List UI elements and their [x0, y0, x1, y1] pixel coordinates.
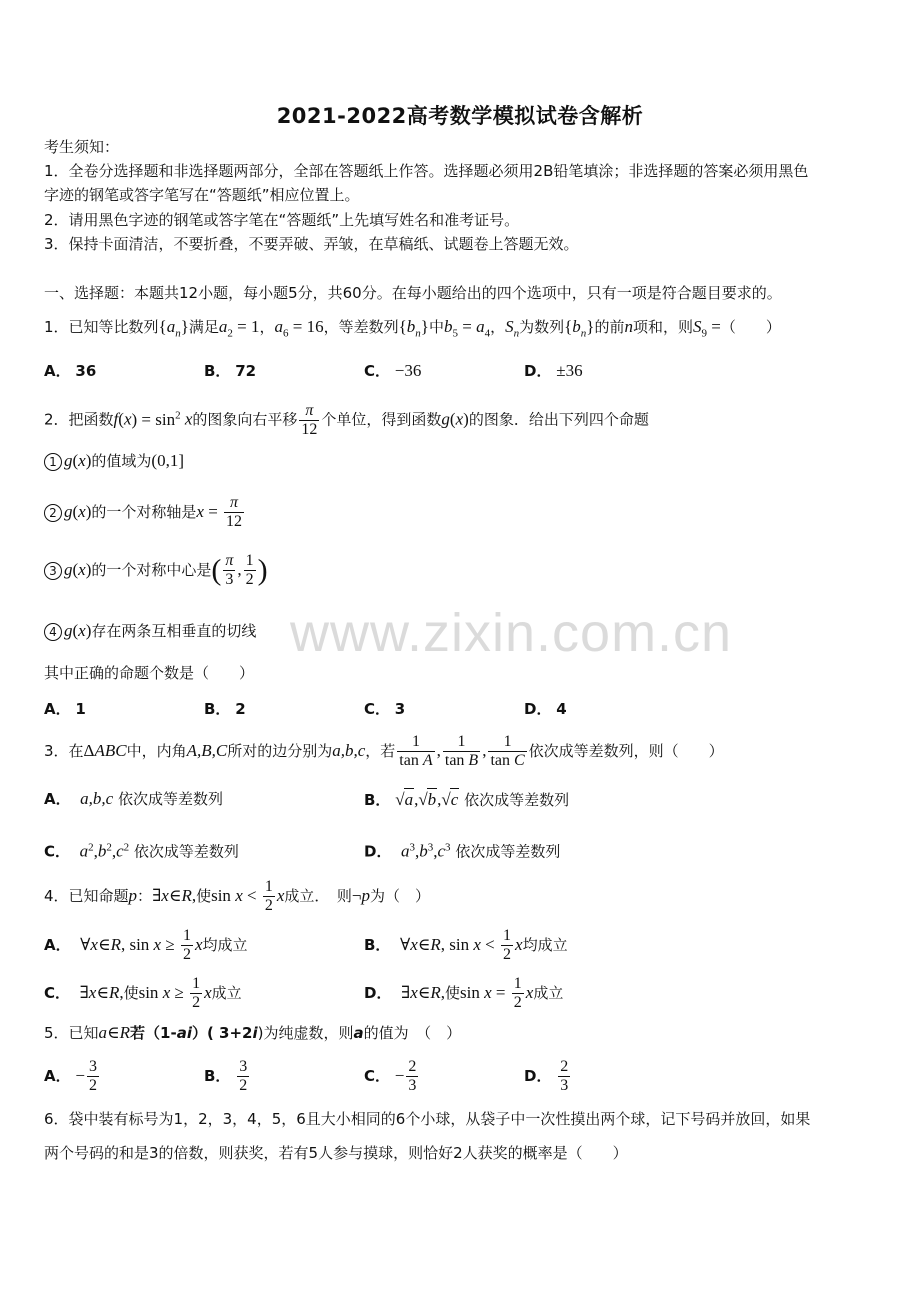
notice-item: 字迹的钢笔或答字笔写在“答题纸”相应位置上。	[44, 186, 360, 204]
watermark-text: www.zixin.com.cn	[290, 603, 733, 663]
option-d[interactable]: D． ∃x∈R,使sin x = $\frac{1}{2}$ x成立	[364, 975, 564, 1011]
option-b[interactable]: B． 2	[204, 700, 246, 718]
circled-two-icon: 2	[44, 504, 62, 522]
option-a[interactable]: A． − $\frac{3}{2}$	[44, 1058, 97, 1094]
option-c[interactable]: C． $a^2,b^2,c^2$ 依次成等差数列	[44, 841, 239, 861]
option-d[interactable]: D． $\frac{2}{3}$	[524, 1058, 569, 1094]
question-4: 4．已知命题p：∃x∈R,使sin x < $\frac{1}{2}$ x成立． 则¬p为（ ）	[44, 878, 430, 914]
section-heading: 一、选择题：本题共12小题，每小题5分，共60分。在每小题给出的四个选项中，只有一项是符合题目要求的。	[44, 284, 782, 302]
notice-item: 1．全卷分选择题和非选择题两部分，全部在答题纸上作答。选择题必须用2B铅笔填涂；非选择题的答案必须用黑色	[44, 162, 809, 180]
question-2-ask: 其中正确的命题个数是（ ）	[44, 664, 255, 682]
option-d[interactable]: D． ±36	[524, 361, 583, 380]
statement-4: 4 g(x)存在两条互相垂直的切线	[44, 620, 876, 642]
option-b[interactable]: B． $\frac{3}{2}$	[204, 1058, 248, 1094]
option-c[interactable]: C． − $\frac{2}{3}$	[364, 1058, 417, 1094]
option-a[interactable]: A． 1	[44, 700, 86, 718]
statement-1: 1 g(x)的值域为(0,1]	[44, 450, 876, 472]
option-a[interactable]: A． a,b,c 依次成等差数列	[44, 789, 223, 808]
question-6-cont: 两个号码的和是3的倍数，则获奖，若有5人参与摸球，则恰好2人获奖的概率是（ ）	[44, 1144, 628, 1162]
statement-3: 3 g(x)的一个对称中心是( $\frac{\pi}{3}$ , $\frac{1}{2}$ )	[44, 552, 876, 589]
question-3: 3．在ΔABC中，内角A,B,C所对的边分别为a,b,c，若 $\frac{1}{\text{tan A}}$ , $\frac{1}{\text{tan B}}$ , $\frac{1}{\text{tan C}}$ 依次成等差数列，则（ ）	[44, 733, 724, 769]
question-1: 1．已知等比数列$\{a_n\}$满足$a_2 = 1$，$a_6 = 16$，等差数列$\{b_n\}$中$b_5 = a_4$，$S_n$为数列$\{b_n\}$的前n项和，则$S_9$ =（ ）	[44, 317, 781, 340]
question-2: 2．把函数$f(x) = \sin^2 x$的图象向右平移 $\frac{\pi}{12}$ 个单位，得到函数g(x)的图象．给出下列四个命题	[44, 401, 649, 438]
option-d[interactable]: D． $a^3,b^3,c^3$ 依次成等差数列	[364, 841, 561, 861]
circled-one-icon: 1	[44, 453, 62, 471]
notice-heading: 考生须知：	[44, 138, 120, 156]
circled-three-icon: 3	[44, 562, 62, 580]
question-5: 5．已知a∈R若（1-ai）( 3+2i)为纯虚数，则a的值为 （ ）	[44, 1023, 462, 1042]
option-b[interactable]: B． 72	[204, 362, 257, 380]
notice-item: 2．请用黑色字迹的钢笔或答字笔在“答题纸”上先填写姓名和准考证号。	[44, 211, 520, 229]
statement-2: 2 g(x)的一个对称轴是x = $\frac{\pi}{12}$	[44, 494, 876, 531]
option-c[interactable]: C． ∃x∈R,使sin x ≥ $\frac{1}{2}$ x成立	[44, 975, 242, 1011]
page-title: 2021-2022高考数学模拟试卷含解析	[276, 104, 644, 128]
option-d[interactable]: D． 4	[524, 700, 567, 718]
circled-four-icon: 4	[44, 623, 62, 641]
option-a[interactable]: A． ∀x∈R, sin x ≥ $\frac{1}{2}$ x均成立	[44, 927, 248, 963]
option-b[interactable]: B． √a,√b,√c 依次成等差数列	[364, 790, 570, 809]
notice-item: 3．保持卡面清洁，不要折叠，不要弄破、弄皱，在草稿纸、试题卷上答题无效。	[44, 235, 579, 253]
option-b[interactable]: B． ∀x∈R, sin x < $\frac{1}{2}$ x均成立	[364, 927, 568, 963]
option-c[interactable]: C． −36	[364, 361, 422, 380]
option-a[interactable]: A． 36	[44, 362, 97, 380]
question-6: 6．袋中装有标号为1，2，3，4，5，6且大小相同的6个小球，从袋子中一次性摸出两个球，记下号码并放回，如果	[44, 1110, 811, 1128]
option-c[interactable]: C． 3	[364, 700, 406, 718]
